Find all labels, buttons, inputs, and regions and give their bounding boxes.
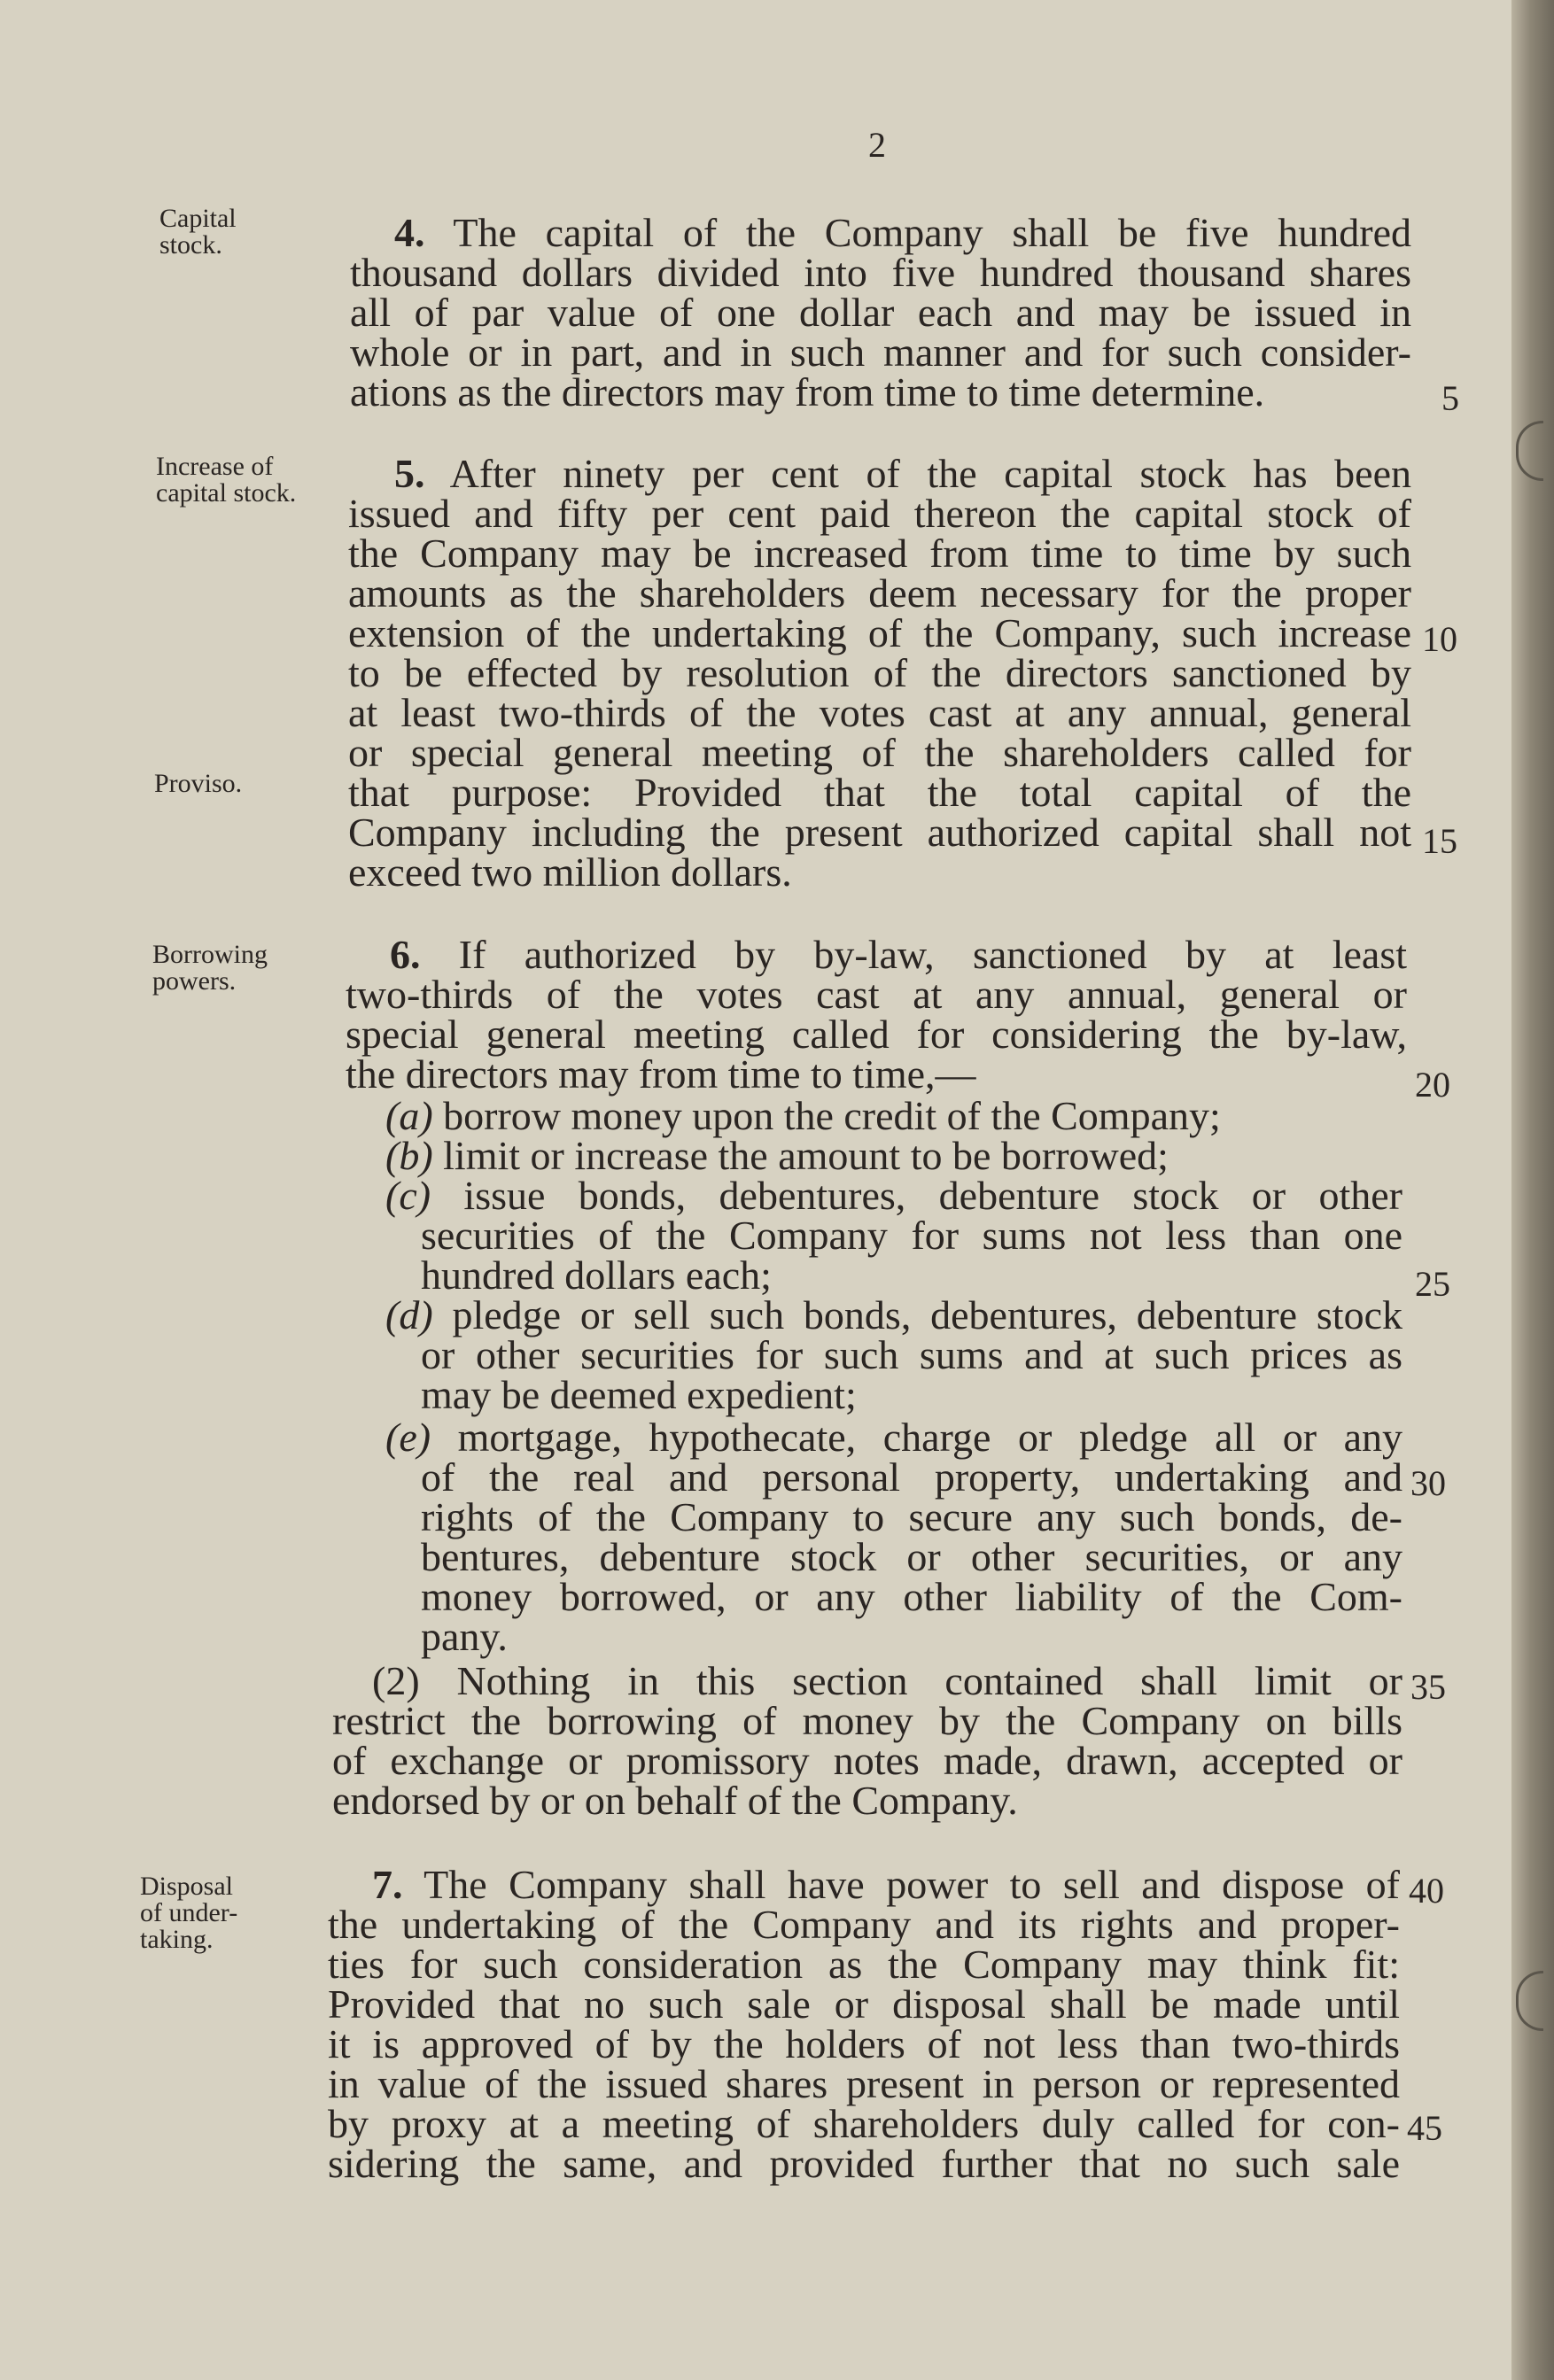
section-4-line: whole or in part, and in such manner and for such consider- — [350, 329, 1411, 375]
line-number: 40 — [1409, 1871, 1444, 1911]
clause-d-line: may be deemed expedient; — [421, 1372, 857, 1417]
section-number: 5. — [394, 451, 425, 496]
section-number: 7. — [372, 1862, 403, 1907]
section-5-line: Company including the present authorized capital shall not — [348, 810, 1411, 855]
section-7-line: the undertaking of the Company and its rights and proper- — [328, 1902, 1400, 1947]
clause-e: (e) mortgage, hypothecate, charge or pledge all or any — [385, 1415, 1402, 1460]
clause-c-line: hundred dollars each; — [421, 1252, 772, 1298]
section-4-line: 4. The capital of the Company shall be five hundred — [394, 210, 1411, 255]
margin-note-increase-capital — [156, 454, 296, 507]
section-5-line: to be effected by resolution of the directors sanctioned by — [348, 650, 1411, 695]
section-6-line: the directors may from time to time,— — [346, 1051, 976, 1097]
margin-note-line: capital stock. — [156, 478, 297, 508]
clause-e-line: money borrowed, or any other liability of the Com- — [421, 1574, 1402, 1619]
margin-note-line: Disposal — [140, 1872, 233, 1901]
margin-note-borrowing-powers — [152, 942, 268, 995]
margin-note-line: Capital — [159, 204, 237, 233]
section-5-line: at least two-thirds of the votes cast at any annual, general — [348, 690, 1411, 735]
section-7-line: by proxy at a meeting of shareholders duly called for con- — [328, 2101, 1400, 2146]
section-7-line: sidering the same, and provided further that no such sale — [328, 2141, 1400, 2186]
margin-note-disposal — [140, 1873, 237, 1953]
margin-note-capital-stock — [159, 205, 237, 259]
clause-letter: (d) — [385, 1292, 433, 1337]
section-6-line: 6. If authorized by by-law, sanctioned by at least — [390, 932, 1407, 977]
section-6-line: special general meeting called for considering the by-law, — [346, 1012, 1407, 1057]
section-6-line: two-thirds of the votes cast at any annual, general or — [346, 972, 1407, 1017]
margin-note-line: taking. — [140, 1925, 214, 1954]
line-number: 35 — [1410, 1667, 1446, 1707]
margin-note-line: Proviso. — [154, 769, 243, 798]
line-number: 5 — [1441, 378, 1459, 418]
margin-note-line: Borrowing — [152, 940, 268, 969]
line-number: 20 — [1415, 1065, 1450, 1105]
section-4-line: thousand dollars divided into five hundred thousand shares — [350, 250, 1411, 295]
margin-note-line: Increase of — [156, 452, 274, 481]
clause-e-line: of the real and personal property, undertaking and — [421, 1454, 1402, 1500]
section-7-line: Provided that no such sale or disposal shall be made until — [328, 1981, 1400, 2027]
clause-letter: (c) — [385, 1173, 431, 1218]
subsection-2-line: of exchange or promissory notes made, drawn, accepted or — [332, 1738, 1402, 1783]
line-number: 15 — [1422, 821, 1457, 861]
clause-e-line: rights of the Company to secure any such bonds, de- — [421, 1494, 1402, 1539]
clause-c: (c) issue bonds, debentures, debenture stock or other — [385, 1173, 1402, 1218]
line-number: 25 — [1415, 1264, 1450, 1304]
section-number: 4. — [394, 210, 425, 255]
clause-letter: (a) — [385, 1093, 433, 1138]
section-7-line: 7. The Company shall have power to sell and dispose of — [372, 1862, 1400, 1907]
line-number: 45 — [1407, 2108, 1442, 2148]
clause-b: (b) limit or increase the amount to be borrowed; — [385, 1133, 1169, 1178]
section-5-line: extension of the undertaking of the Company, such increase — [348, 610, 1411, 655]
page-number: 2 — [868, 125, 886, 165]
clause-e-line: pany. — [421, 1614, 508, 1659]
clause-e-line: bentures, debenture stock or other securities, or any — [421, 1534, 1402, 1579]
section-7-line: ties for such consideration as the Company may think fit: — [328, 1942, 1400, 1987]
section-5-line: exceed two million dollars. — [348, 849, 792, 895]
clause-d-line: or other securities for such sums and at such prices as — [421, 1332, 1402, 1377]
clause-a: (a) borrow money upon the credit of the Company; — [385, 1093, 1221, 1138]
line-number: 10 — [1422, 619, 1457, 659]
section-4-line: all of par value of one dollar each and may be issued in — [350, 290, 1411, 335]
section-4-line: ations as the directors may from time to time determine. — [350, 369, 1265, 415]
margin-note-proviso — [154, 771, 242, 797]
section-5-line: issued and fifty per cent paid thereon the capital stock of — [348, 491, 1411, 536]
subsection-2-line: (2) Nothing in this section contained shall limit or — [372, 1658, 1402, 1703]
section-number: 6. — [390, 932, 421, 977]
subsection-2-line: endorsed by or on behalf of the Company. — [332, 1778, 1018, 1823]
section-5-line: amounts as the shareholders deem necessary for the proper — [348, 570, 1411, 616]
section-5-line: or special general meeting of the shareholders called for — [348, 730, 1411, 775]
section-7-line: in value of the issued shares present in person or represented — [328, 2061, 1400, 2106]
margin-note-line: powers. — [152, 966, 237, 996]
margin-note-line: of under- — [140, 1898, 238, 1927]
section-7-line: it is approved of by the holders of not less than two-thirds — [328, 2021, 1400, 2066]
section-5-line: that purpose: Provided that the total capital of the — [348, 770, 1411, 815]
clause-letter: (e) — [385, 1415, 431, 1460]
line-number: 30 — [1410, 1463, 1446, 1503]
clause-c-line: securities of the Company for sums not less than one — [421, 1213, 1402, 1258]
margin-note-line: stock. — [159, 230, 222, 260]
section-5-line: 5. After ninety per cent of the capital stock has been — [394, 451, 1411, 496]
clause-d: (d) pledge or sell such bonds, debentures, debenture stock — [385, 1292, 1402, 1337]
subsection-2-line: restrict the borrowing of money by the Company on bills — [332, 1698, 1402, 1743]
clause-letter: (b) — [385, 1133, 433, 1178]
section-5-line: the Company may be increased from time to time by such — [348, 531, 1411, 576]
